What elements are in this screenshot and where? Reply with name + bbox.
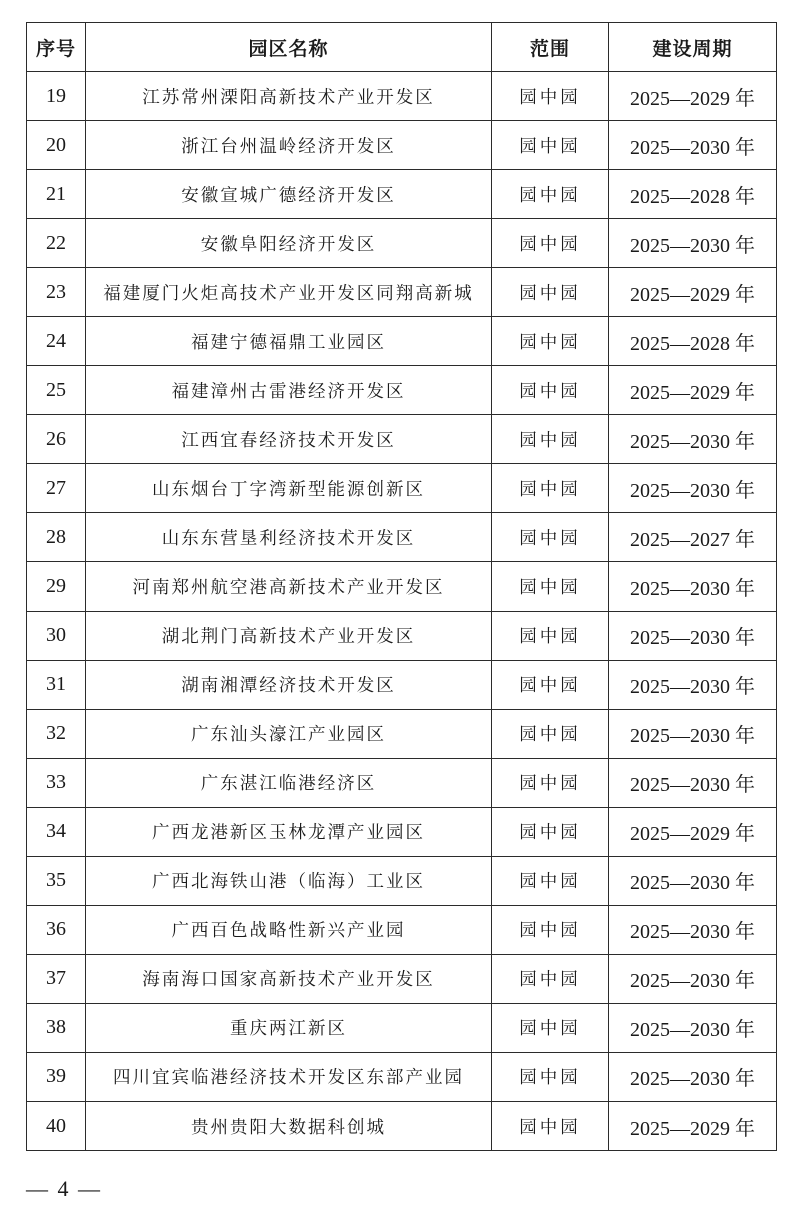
table-row: [27, 170, 777, 219]
cell-no: 28: [27, 513, 86, 562]
table-row: [27, 121, 777, 170]
cell-name: 安徽宣城广德经济开发区: [86, 170, 492, 219]
cell-period: 2025—2030 年: [609, 954, 777, 1003]
cell-no: 33: [27, 758, 86, 807]
cell-name: 山东烟台丁字湾新型能源创新区: [86, 464, 492, 513]
page-number: — 4 —: [26, 1176, 102, 1201]
header-row: [27, 23, 777, 72]
cell-name: 湖南湘潭经济技术开发区: [86, 660, 492, 709]
cell-no: 20: [27, 121, 86, 170]
cell-period: 2025—2030 年: [609, 856, 777, 905]
cell-name: 江西宜春经济技术开发区: [86, 415, 492, 464]
header-name: 园区名称: [86, 23, 492, 72]
cell-no: 31: [27, 660, 86, 709]
cell-no: 34: [27, 807, 86, 856]
cell-period: 2025—2030 年: [609, 709, 777, 758]
cell-name: 广西北海铁山港（临海）工业区: [86, 856, 492, 905]
cell-period: 2025—2030 年: [609, 758, 777, 807]
cell-period: 2025—2030 年: [609, 415, 777, 464]
table-row: [27, 366, 777, 415]
cell-period: 2025—2029 年: [609, 1101, 777, 1150]
cell-no: 37: [27, 954, 86, 1003]
cell-name: 重庆两江新区: [86, 1003, 492, 1052]
table-row: [27, 317, 777, 366]
table-row: [27, 268, 777, 317]
table-row: [27, 905, 777, 954]
cell-no: 35: [27, 856, 86, 905]
cell-period: 2025—2029 年: [609, 268, 777, 317]
cell-scope: 园中园: [492, 905, 609, 954]
table-row: [27, 709, 777, 758]
table-row: [27, 513, 777, 562]
table-row: [27, 464, 777, 513]
cell-period: 2025—2030 年: [609, 1003, 777, 1052]
cell-scope: 园中园: [492, 807, 609, 856]
table-row: [27, 562, 777, 611]
park-list-table-container: [26, 22, 776, 1151]
cell-scope: 园中园: [492, 611, 609, 660]
cell-period: 2025—2030 年: [609, 219, 777, 268]
cell-period: 2025—2028 年: [609, 170, 777, 219]
cell-no: 29: [27, 562, 86, 611]
cell-no: 22: [27, 219, 86, 268]
cell-no: 36: [27, 905, 86, 954]
cell-name: 海南海口国家高新技术产业开发区: [86, 954, 492, 1003]
cell-name: 广西龙港新区玉林龙潭产业园区: [86, 807, 492, 856]
table-row: [27, 660, 777, 709]
header-scope: 范围: [492, 23, 609, 72]
cell-no: 38: [27, 1003, 86, 1052]
cell-scope: 园中园: [492, 1003, 609, 1052]
table-row: [27, 758, 777, 807]
cell-scope: 园中园: [492, 415, 609, 464]
table-row: [27, 1003, 777, 1052]
cell-name: 福建厦门火炬高技术产业开发区同翔高新城: [86, 268, 492, 317]
cell-scope: 园中园: [492, 464, 609, 513]
cell-no: 24: [27, 317, 86, 366]
cell-no: 30: [27, 611, 86, 660]
cell-period: 2025—2029 年: [609, 366, 777, 415]
cell-no: 25: [27, 366, 86, 415]
table-row: [27, 856, 777, 905]
cell-name: 山东东营垦利经济技术开发区: [86, 513, 492, 562]
cell-period: 2025—2030 年: [609, 611, 777, 660]
cell-no: 21: [27, 170, 86, 219]
cell-period: 2025—2027 年: [609, 513, 777, 562]
table-row: [27, 72, 777, 121]
cell-scope: 园中园: [492, 1052, 609, 1101]
cell-no: 40: [27, 1101, 86, 1150]
cell-scope: 园中园: [492, 72, 609, 121]
cell-scope: 园中园: [492, 317, 609, 366]
cell-scope: 园中园: [492, 170, 609, 219]
header-period: 建设周期: [609, 23, 777, 72]
cell-scope: 园中园: [492, 513, 609, 562]
cell-period: 2025—2030 年: [609, 1052, 777, 1101]
cell-scope: 园中园: [492, 1101, 609, 1150]
cell-period: 2025—2030 年: [609, 905, 777, 954]
cell-no: 39: [27, 1052, 86, 1101]
cell-scope: 园中园: [492, 856, 609, 905]
table-header: [27, 23, 777, 72]
cell-name: 安徽阜阳经济开发区: [86, 219, 492, 268]
table-row: [27, 219, 777, 268]
cell-scope: 园中园: [492, 121, 609, 170]
cell-scope: 园中园: [492, 366, 609, 415]
cell-period: 2025—2030 年: [609, 660, 777, 709]
cell-scope: 园中园: [492, 660, 609, 709]
table-row: [27, 415, 777, 464]
cell-no: 23: [27, 268, 86, 317]
cell-name: 江苏常州溧阳高新技术产业开发区: [86, 72, 492, 121]
table-row: [27, 1101, 777, 1150]
cell-name: 广东汕头濠江产业园区: [86, 709, 492, 758]
cell-no: 27: [27, 464, 86, 513]
cell-scope: 园中园: [492, 709, 609, 758]
cell-no: 32: [27, 709, 86, 758]
cell-period: 2025—2030 年: [609, 121, 777, 170]
cell-scope: 园中园: [492, 954, 609, 1003]
cell-name: 河南郑州航空港高新技术产业开发区: [86, 562, 492, 611]
cell-name: 广东湛江临港经济区: [86, 758, 492, 807]
table-row: [27, 807, 777, 856]
cell-period: 2025—2028 年: [609, 317, 777, 366]
cell-period: 2025—2030 年: [609, 562, 777, 611]
cell-period: 2025—2030 年: [609, 464, 777, 513]
park-list-table: [26, 22, 777, 1151]
cell-name: 福建漳州古雷港经济开发区: [86, 366, 492, 415]
cell-name: 贵州贵阳大数据科创城: [86, 1101, 492, 1150]
table-row: [27, 954, 777, 1003]
table-row: [27, 1052, 777, 1101]
cell-scope: 园中园: [492, 758, 609, 807]
cell-name: 福建宁德福鼎工业园区: [86, 317, 492, 366]
table-row: [27, 611, 777, 660]
table-body: [27, 72, 777, 1151]
cell-scope: 园中园: [492, 562, 609, 611]
cell-name: 湖北荆门高新技术产业开发区: [86, 611, 492, 660]
cell-scope: 园中园: [492, 268, 609, 317]
cell-no: 26: [27, 415, 86, 464]
cell-period: 2025—2029 年: [609, 807, 777, 856]
cell-name: 浙江台州温岭经济开发区: [86, 121, 492, 170]
cell-name: 四川宜宾临港经济技术开发区东部产业园: [86, 1052, 492, 1101]
cell-period: 2025—2029 年: [609, 72, 777, 121]
cell-no: 19: [27, 72, 86, 121]
header-no: 序号: [27, 23, 86, 72]
cell-scope: 园中园: [492, 219, 609, 268]
cell-name: 广西百色战略性新兴产业园: [86, 905, 492, 954]
